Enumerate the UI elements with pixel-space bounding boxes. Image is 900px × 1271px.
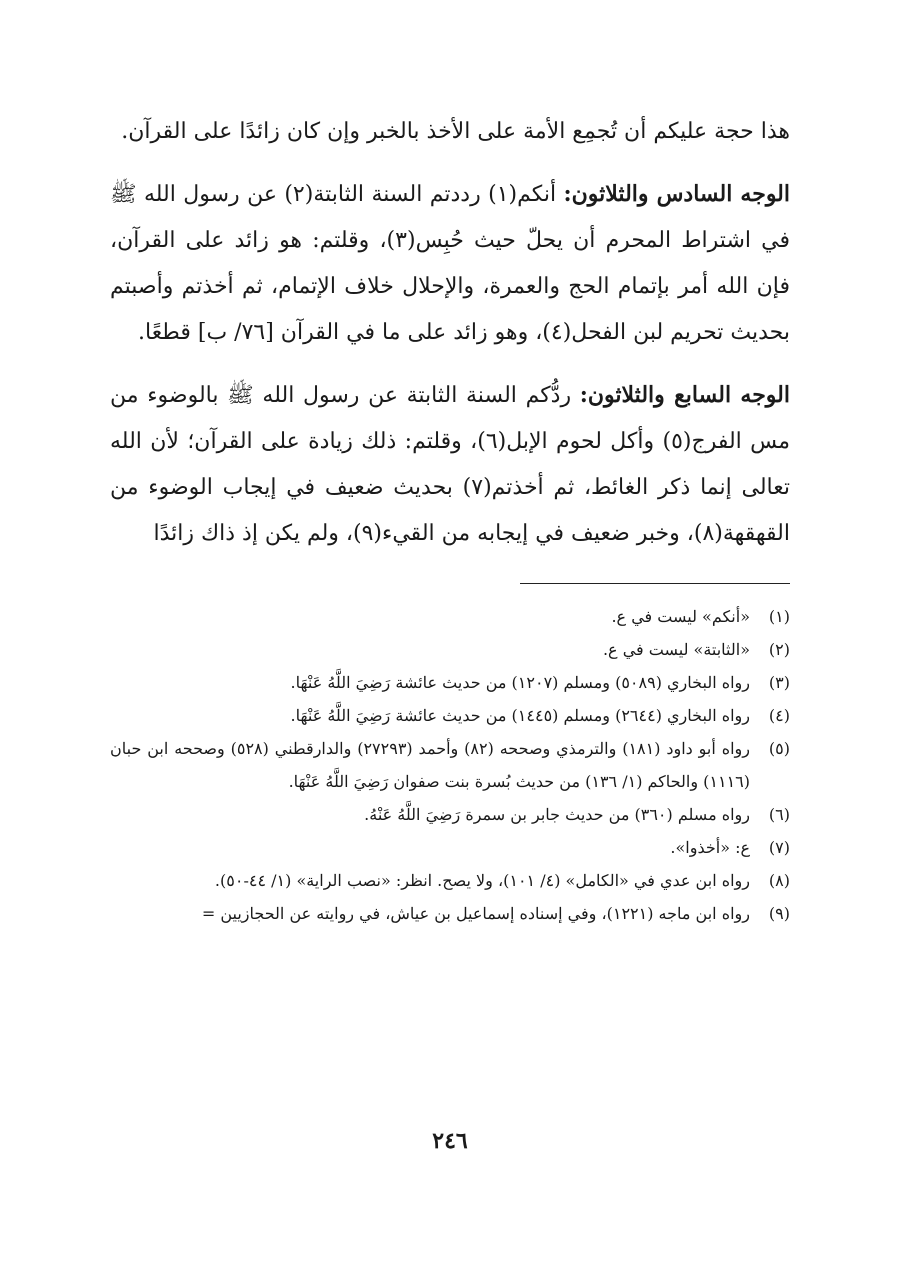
footnote-number: (٣) xyxy=(768,673,790,692)
footnote-number: (١) xyxy=(768,607,790,626)
footnote-8 xyxy=(110,864,790,897)
footnote-text: «الثابتة» ليست في ع. xyxy=(602,640,750,659)
footnote-number: (٥) xyxy=(768,739,790,758)
footnote-4 xyxy=(110,699,790,732)
footnote-number: (٦) xyxy=(768,805,790,824)
page-content xyxy=(110,108,790,930)
paragraph-3-heading: الوجه السابع والثلاثون: xyxy=(579,382,790,408)
footnote-text: رواه ابن ماجه (١٢٢١)، وفي إسناده إسماعيل بن عياش، في روايته عن الحجازيين = xyxy=(201,904,750,923)
footnote-2 xyxy=(110,633,790,666)
main-text xyxy=(110,108,790,557)
page-number: ٢٤٦ xyxy=(432,1128,468,1154)
footnote-number: (٢) xyxy=(768,640,790,659)
paragraph-1-body: هذا حجة عليكم أن تُجمِع الأمة على الأخذ بالخبر وإن كان زائدًا على القرآن. xyxy=(121,119,790,144)
footnote-number: (٧) xyxy=(768,838,790,857)
paragraph-2-heading: الوجه السادس والثلاثون: xyxy=(563,181,790,207)
paragraph-3-body: ردُّكم السنة الثابتة عن رسول الله ﷺ بالوضوء من مس الفرج(٥) وأكل لحوم الإبل(٦)، وقلتم: ذلك زيادة على القرآن؛ لأن الله تعالى إنما ذكر الغائط، ثم أخذتم(٧) بحديث ضعيف في إيجاب الوضوء من القهقهة(٨)، وخبر ضعيف في إيجابه من القيء(٩)، ولم يكن إذ ذاك زائدًا xyxy=(110,383,790,546)
footnote-divider xyxy=(520,583,790,584)
footnote-3 xyxy=(110,666,790,699)
footnote-number: (٨) xyxy=(768,871,790,890)
footnote-6 xyxy=(110,798,790,831)
footnote-5 xyxy=(110,732,790,798)
footnotes xyxy=(110,600,790,930)
footnote-1 xyxy=(110,600,790,633)
footnote-7 xyxy=(110,831,790,864)
footnote-9 xyxy=(110,897,790,930)
footnote-text: ع: «أخذوا». xyxy=(670,838,750,857)
footnote-number: (٩) xyxy=(768,904,790,923)
footnote-text: رواه البخاري (٢٦٤٤) ومسلم (١٤٤٥) من حديث عائشة رَضِيَ اللَّهُ عَنْهَا. xyxy=(290,706,750,725)
paragraph-3 xyxy=(110,372,790,557)
paragraph-2 xyxy=(110,171,790,356)
paragraph-1 xyxy=(110,108,790,155)
footnote-text: «أنكم» ليست في ع. xyxy=(611,607,750,626)
paragraph-2-body: أنكم(١) رددتم السنة الثابتة(٢) عن رسول الله ﷺ في اشتراط المحرم أن يحلّ حيث حُبِس(٣)، وقلتم: هو زائد على القرآن، فإن الله أمر بإتمام الحج والعمرة، والإحلال خلاف الإتمام، ثم أخذتم وأصبتم بحديث تحريم لبن الفحل(٤)، وهو زائد على ما في القرآن [٧٦/ ب] قطعًا. xyxy=(110,182,791,345)
footnote-text: رواه البخاري (٥٠٨٩) ومسلم (١٢٠٧) من حديث عائشة رَضِيَ اللَّهُ عَنْهَا. xyxy=(290,673,750,692)
footnote-number: (٤) xyxy=(768,706,790,725)
footnote-text: رواه ابن عدي في «الكامل» (٤/ ١٠١)، ولا يصح. انظر: «نصب الراية» (١/ ٤٤-٥٠). xyxy=(214,871,750,890)
footnote-text: رواه مسلم (٣٦٠) من حديث جابر بن سمرة رَضِيَ اللَّهُ عَنْهُ. xyxy=(364,805,750,824)
footnote-text: رواه أبو داود (١٨١) والترمذي وصححه (٨٢) وأحمد (٢٧٢٩٣) والدارقطني (٥٢٨) وصححه ابن حبان (١١١٦) والحاكم (١/ ١٣٦) من حديث بُسرة بنت صفوان رَضِيَ اللَّهُ عَنْهَا. xyxy=(110,739,750,791)
